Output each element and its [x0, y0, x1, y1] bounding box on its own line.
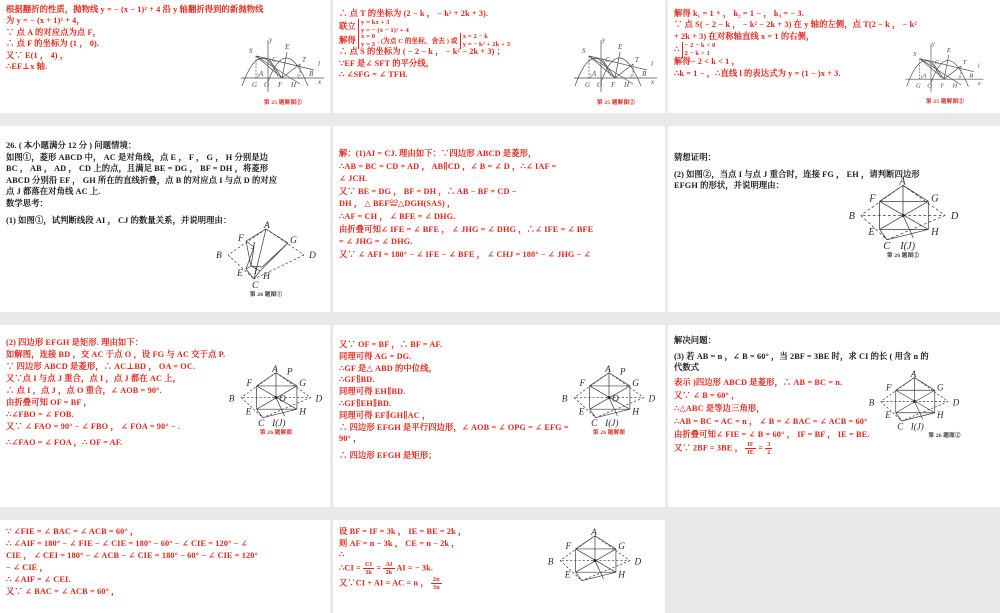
text-line-fraction	[674, 441, 914, 456]
figure-caption: 第 25 题解图②	[925, 99, 965, 105]
text-line: 又∵ ∠ AFI = 180° − ∠ IFE − ∠ BFE ， ∠ CHJ = 180° − ∠ JHG − ∠	[339, 249, 591, 259]
svg-text:G: G	[252, 81, 258, 89]
svg-text:B: B	[848, 211, 855, 223]
svg-text:l: l	[651, 60, 653, 68]
svg-text:J: J	[251, 242, 256, 252]
svg-text:B: B	[969, 72, 974, 80]
svg-text:A: A	[592, 70, 597, 78]
tail-expression: AI = − 3k.	[396, 562, 434, 572]
denominator: 2k	[385, 568, 393, 576]
text-line: 根据翻折的性质，抛物线 y = − (x − 1)² + 4 沿 y 轴翻折得到的新抛物线	[6, 5, 264, 14]
text-line: ∴ 点 F 的坐标为 (1 ， 0).	[6, 39, 100, 49]
eq: y = − (x − 1)² + 4	[360, 27, 409, 35]
panel-r4c2	[333, 520, 665, 613]
svg-text:x: x	[318, 78, 322, 86]
svg-text:A: A	[272, 364, 278, 375]
svg-text:B: B	[642, 70, 647, 78]
denominator: 2	[767, 448, 771, 456]
text-line: ∴ ∠AIF = 180° − ∠ FIE − ∠ CIE = 180° − 60° − ∠ CIE = 120° − ∠	[6, 539, 248, 548]
eq: y = 3	[360, 41, 376, 49]
text-line: ∴△ABC 是等边三角形，	[674, 403, 765, 413]
svg-text:I: I	[254, 267, 258, 277]
text-line: ∴	[339, 550, 345, 559]
text-line: ∴GF 是△ ABD 的中位线，	[339, 363, 437, 373]
text-line: 又∵ BE = DG ， BF = DH ，∴ AB − BF = CD −	[339, 186, 517, 196]
text-line: 又∵ OF = BF ，∴ BF = AF.	[339, 340, 443, 349]
svg-text:H: H	[632, 407, 639, 418]
figure-caption: 第 26 题图②	[928, 433, 961, 439]
solve-label: 解得 k₁ = 1 + ， k₂ = 1 − ， k₃ = − 3.	[674, 9, 804, 18]
svg-text:A: A	[605, 364, 611, 375]
text-line: 代数式	[674, 363, 700, 373]
svg-text:A: A	[899, 176, 906, 188]
svg-text:I(J): I(J)	[272, 419, 286, 430]
text-line: ∴AB = BC = CD = AD ， AB∥CD ，∠ B = ∠ D ，∴∠ IAF =	[339, 161, 557, 171]
text-line: 点 J 都落在对角线 AC 上.	[6, 187, 101, 197]
text-line: ∴∠FAO = ∠ FOA ，∴ OF = AF.	[6, 438, 123, 447]
svg-text:C: C	[272, 56, 277, 64]
text-line: EFGH 的形状，并说明理由：	[674, 181, 785, 191]
svg-text:D: D	[315, 394, 323, 405]
svg-text:H: H	[291, 81, 297, 89]
text-line: ∵EF 是∠ SFT 的平分线，	[339, 58, 435, 68]
svg-text:D: D	[648, 394, 656, 405]
eq: y = kx + 3	[360, 19, 390, 27]
text-line: 则 AF = n − 3k ， CE = n − 2k ，	[339, 538, 460, 548]
text-line: 为 y = − (x + 1)² + 4，	[6, 16, 85, 26]
figure-caption: 第 26 题图①	[249, 292, 283, 298]
svg-text:E: E	[885, 410, 891, 420]
r3c2-text-block	[339, 339, 567, 462]
svg-text:S: S	[582, 47, 586, 55]
text-line: ∴∠FBO = ∠ FOB.	[6, 410, 74, 419]
panel-r1c3	[668, 0, 1000, 113]
numerator: AI	[385, 560, 393, 568]
text-line: 又∵ ∠ BAC = ∠ ACB = 60° ，	[6, 587, 120, 596]
text-line: 同理可得 AG = DG.	[339, 351, 412, 361]
text-line-fractions	[339, 561, 539, 576]
note: . (为点 C 的坐标，舍去 ) 或	[377, 38, 458, 46]
rhombus-figure-26-2	[838, 176, 968, 259]
text-line: 90° ，	[339, 434, 362, 444]
svg-text:F: F	[886, 382, 892, 393]
svg-text:B: B	[561, 394, 568, 405]
svg-text:F: F	[869, 193, 876, 205]
text-line: 又∵ ∠ FAO = 90° − ∠ FBO ， ∠ FOA = 90° − .	[6, 422, 181, 431]
numerator: 3	[767, 440, 771, 448]
svg-text:A: A	[922, 72, 927, 80]
svg-text:E: E	[564, 570, 571, 581]
svg-text:E: E	[946, 47, 951, 55]
text-line: 又∵ E(1 ， 4) ，	[6, 50, 69, 60]
label: 解得	[339, 36, 356, 46]
svg-text:O: O	[264, 81, 270, 89]
ratio-fraction-right	[765, 441, 772, 456]
svg-text:F: F	[611, 81, 616, 89]
text-line: ∠ JCH.	[339, 174, 368, 184]
panel-r2c1	[0, 126, 330, 312]
eq: x = 0	[360, 33, 376, 41]
text-line: ABCD 分别沿 EF ， GH 所在的直线折叠，点 B 的对应点 I 与点 D 的对应	[6, 175, 278, 185]
svg-text:H: H	[937, 410, 944, 420]
svg-text:H: H	[624, 81, 630, 89]
r4c2-text-block	[339, 526, 539, 591]
problem-subheading: 数学思考：	[6, 198, 48, 208]
ineq: − 2 − k < 0	[684, 42, 716, 50]
rhombus-figure-26-1	[210, 221, 322, 298]
svg-text:B: B	[547, 557, 554, 568]
text-line: 表示 )四边形 ABCD 是菱形，∴ AB = BC = n.	[674, 377, 843, 387]
panel-r3c1	[0, 325, 330, 507]
svg-text:G: G	[937, 382, 944, 393]
svg-text:G: G	[931, 193, 939, 205]
therefore: ∴	[674, 45, 680, 55]
text-line: ∴ 四边形 EFGH 是矩形；	[339, 451, 437, 461]
figure-caption: 第 26 题解图	[259, 430, 293, 436]
text-line-last	[339, 576, 539, 591]
text-line: ∴k = 1 − ，∴直线 l 的表达式为 y = (1 − )x + 3.	[674, 68, 841, 78]
svg-text:H: H	[263, 272, 270, 282]
figure-caption: 第 25 题解图②	[596, 100, 636, 106]
text-line: ∵ 点 S( − 2 − k ， − k² − 2k + 3) 在 y 轴的左侧，点 T(2 − k ， − k²	[674, 20, 917, 30]
svg-text:A: A	[259, 70, 264, 78]
problem-heading: 猜想证明：	[674, 153, 716, 162]
svg-text:B: B	[216, 251, 222, 261]
text-line: ∴AB = BC = AC = n ， ∠ B = ∠ BAC = ∠ ACB = 60°	[674, 416, 868, 426]
text-line: (2) 四边形 EFGH 是矩形. 理由如下：	[6, 338, 144, 347]
svg-text:C: C	[605, 56, 610, 64]
svg-text:O: O	[597, 81, 603, 89]
fraction-ai-2k	[383, 561, 394, 576]
figure-caption: 第 25 题解图②	[263, 100, 303, 106]
ineq: 2 − k > 1	[684, 50, 710, 58]
svg-text:A: A	[591, 527, 597, 538]
svg-text:T: T	[302, 56, 306, 64]
r1c2-text-block	[339, 4, 557, 81]
svg-text:I(J): I(J)	[910, 421, 924, 432]
label: 又∵ 2BF = 3BE ，	[674, 443, 743, 453]
r1c1-text-block	[6, 4, 264, 72]
text-line: 如解图，连接 BD ，交 AC 于点 O ，设 FG 与 AC 交于点 P.	[6, 350, 226, 359]
svg-text:C: C	[252, 281, 259, 291]
svg-text:C: C	[897, 421, 904, 432]
text-line: − ∠ CIE ，	[6, 563, 48, 572]
panel-r4c3-empty	[668, 520, 1000, 613]
text-line: (3) 若 AB = n ，∠ B = 60° ，当 2BF = 3BE 时，求 CI 的长 ( 用含 n 的	[674, 351, 929, 361]
svg-text:I(J): I(J)	[900, 241, 916, 253]
text-line: 又∵ ∠ B = 60° ，	[674, 390, 740, 400]
svg-text:y: y	[931, 40, 935, 48]
numerator: IF	[745, 441, 756, 449]
text-line: ∵ 点 A 的对应点为点 F，	[6, 27, 102, 37]
text-line: ∴GF∥EH∥BD.	[339, 398, 392, 408]
svg-text:C: C	[258, 419, 265, 430]
rhombus-figure-26-2	[541, 528, 649, 590]
parabola-figure-25	[238, 34, 328, 106]
problem-question: (1) 如图①，试判断线段 AI ， CJ 的数量关系，并说明理由：	[6, 215, 232, 225]
panel-r1c1	[0, 0, 330, 113]
rhombus-figure-26-solution	[555, 365, 663, 436]
text-line: 由折叠可知 OF = BF ，	[6, 398, 92, 407]
text-line: ∴ 点 T 的坐标为 (2 − k ， − k² + 2k + 3).	[339, 9, 489, 18]
svg-text:E: E	[285, 43, 290, 51]
svg-text:D: D	[309, 251, 316, 261]
rhombus-figure-26-solution	[222, 365, 330, 436]
svg-text:H: H	[952, 82, 958, 90]
text-line: 解：(1)AI = CJ. 理由如下：∵四边形 ABCD 是菱形，	[339, 149, 537, 158]
text-line: ∵ ∠FIE = ∠ BAC = ∠ ACB = 60° ，	[6, 527, 139, 536]
svg-text:E: E	[245, 407, 252, 418]
svg-text:H: H	[299, 407, 306, 418]
svg-text:P: P	[286, 367, 293, 378]
svg-text:F: F	[940, 82, 945, 90]
label: 又∵CI + AI = AC = n ，	[339, 577, 429, 587]
svg-text:P: P	[619, 367, 626, 378]
svg-text:l: l	[977, 62, 980, 70]
ratio-fraction-left	[745, 441, 756, 456]
text-line: ∴EF⊥x 轴.	[6, 62, 48, 72]
text-line: ∴ 点 I ，点 J ，点 O 重合，∠ AOB = 90°.	[6, 386, 162, 395]
svg-text:G: G	[290, 236, 297, 246]
text-line: (2) 如图②，当点 I 与点 J 重合时，连接 FG ， EH ，请判断四边形	[674, 169, 920, 179]
svg-text:C: C	[591, 419, 598, 430]
svg-text:C: C	[883, 241, 891, 253]
label: 联立	[339, 22, 356, 32]
text-line: ∴ ∠SFG = ∠ TFH.	[339, 70, 408, 80]
svg-text:B: B	[868, 397, 875, 408]
equals-sign: =	[758, 443, 764, 453]
text-line: 由折叠可知∠ IFE = ∠ BFE ， ∠ JHG = ∠ DHG ，∴∠ IFE = ∠ BFE	[339, 224, 594, 234]
r4c1-text-block	[6, 526, 324, 598]
svg-text:x: x	[651, 78, 655, 86]
svg-text:x: x	[977, 79, 981, 87]
fraction-ci-3k	[363, 561, 374, 576]
svg-text:B: B	[228, 394, 235, 405]
text-line: 同理可得 EH∥BD.	[339, 387, 406, 397]
svg-text:T: T	[635, 56, 639, 64]
text-line-clipped	[339, 4, 557, 8]
text-line: ∴ 四边形 EFGH 是平行四边形，∠ AOB = ∠ OPG = ∠ EFG =	[339, 422, 569, 432]
svg-text:E: E	[578, 407, 585, 418]
text-line: + 2k + 3) 在对称轴直线 x = 1 的右侧，	[674, 31, 815, 41]
svg-text:T: T	[962, 59, 967, 67]
svg-text:D: D	[950, 211, 959, 223]
rhombus-figure-26-2	[862, 370, 967, 439]
denominator: 3k	[365, 568, 373, 576]
svg-text:O: O	[279, 394, 286, 405]
eq: x = 2 − k	[462, 33, 488, 41]
svg-text:C: C	[934, 59, 940, 67]
svg-text:F: F	[565, 541, 572, 552]
problem-heading: 解决问题：	[674, 336, 716, 345]
numerator: 2n	[432, 575, 440, 583]
text-line: 如图①，菱形 ABCD 中， AC 是对角线，点 E ， F ， G ， H 分别是边	[6, 152, 269, 162]
text-line-radicals	[674, 8, 902, 19]
svg-text:G: G	[632, 378, 639, 389]
svg-text:A: A	[910, 368, 917, 379]
panel-r4c1	[0, 520, 330, 613]
svg-text:O: O	[612, 394, 619, 405]
svg-text:A: A	[264, 221, 270, 231]
svg-text:S: S	[913, 50, 917, 58]
svg-text:G: G	[916, 82, 921, 90]
svg-text:y: y	[269, 36, 273, 44]
text-line: CIE ， ∠ CEI = 180° − ∠ ACB − ∠ CIE = 180° − 60° − ∠ CIE = 120°	[6, 551, 258, 560]
svg-text:G: G	[618, 541, 625, 552]
panel-r3c3	[668, 325, 1000, 507]
svg-text:y: y	[602, 36, 606, 44]
parabola-figure-25	[900, 38, 990, 105]
parabola-figure-25	[571, 34, 661, 106]
r2c1-text-block	[6, 140, 318, 226]
r1c3-text-block	[674, 4, 917, 79]
text-line: 又∵点 I 与点 J 重合，点 I ，点 J 都在 AC 上，	[6, 374, 182, 383]
svg-text:F: F	[238, 234, 244, 244]
svg-text:F: F	[579, 378, 586, 389]
panel-r1c2	[333, 0, 665, 113]
panel-r2c2	[333, 126, 665, 312]
text-line: ∴AF = CH ， ∠ BFE = ∠ DHG.	[339, 211, 456, 221]
svg-text:B: B	[309, 70, 314, 78]
figure-caption: 第 26 题解图	[592, 430, 626, 436]
svg-text:H: H	[618, 570, 625, 581]
text-line: ∴ 点 S 的坐标为 ( − 2 − k ， − k² − 2k + 3) ；	[339, 47, 506, 57]
svg-text:D: D	[634, 557, 642, 568]
text-line: DH ， △ BEF≌△DGH(SAS) ，	[339, 199, 456, 209]
equals-sign: =	[376, 562, 382, 572]
text-line: 由折叠可知∠ FIE = ∠ B = 60° ， IF = BF ， IE = BE.	[674, 429, 870, 439]
denominator: 3n	[432, 583, 440, 591]
fraction-2n-3n	[431, 576, 442, 591]
svg-text:D: D	[952, 397, 960, 408]
text-line: = ∠ JHG = ∠ DHG.	[339, 237, 413, 247]
svg-text:G: G	[585, 81, 591, 89]
text-line: ∵ 四边形 ABCD 是菱形，∴ AC⊥BD ， OA = OC.	[6, 362, 196, 371]
svg-text:E: E	[618, 43, 623, 51]
panel-r2c3	[668, 126, 1000, 312]
svg-text:E: E	[237, 269, 243, 279]
text-line: ∴ ∠AIF = ∠ CEI.	[6, 575, 71, 584]
svg-text:G: G	[299, 378, 306, 389]
denominator: IE	[747, 448, 755, 456]
text-line: 解得− 2 < k < 1 ，	[674, 57, 740, 67]
svg-text:O: O	[927, 82, 932, 90]
text-line: 设 BF = IF = 3k ， IE = BE = 2k ，	[339, 527, 467, 536]
r3c1-text-block	[6, 337, 234, 449]
svg-text:F: F	[278, 81, 283, 89]
svg-text:H: H	[931, 227, 939, 239]
figure-caption: 第 26 题图②	[886, 253, 920, 259]
svg-text:F: F	[246, 378, 253, 389]
problem-heading: 26. ( 本小题满分 12 分 ) 问题情境：	[6, 141, 137, 150]
text-line: BC ， AB ， AD ， CD 上的点，且满足 BE = DG ， BF = DH ，将菱形	[6, 164, 269, 174]
therefore-ci: ∴CI =	[339, 562, 363, 572]
text-line: ∴GF∥BD.	[339, 375, 375, 385]
text-line: 同理可得 EF∥GH∥AC ，	[339, 410, 431, 420]
svg-text:I(J): I(J)	[605, 419, 619, 430]
numerator: CI	[364, 560, 373, 568]
r2c2-text-block	[339, 148, 657, 261]
text-line-clipped	[674, 4, 902, 8]
svg-text:l: l	[318, 60, 320, 68]
svg-text:S: S	[249, 47, 253, 55]
eq: y = − k² + 2k + 3	[462, 41, 511, 49]
r3c3-problem-block	[674, 335, 992, 374]
svg-text:E: E	[868, 227, 875, 239]
panel-r3c2	[333, 325, 665, 507]
